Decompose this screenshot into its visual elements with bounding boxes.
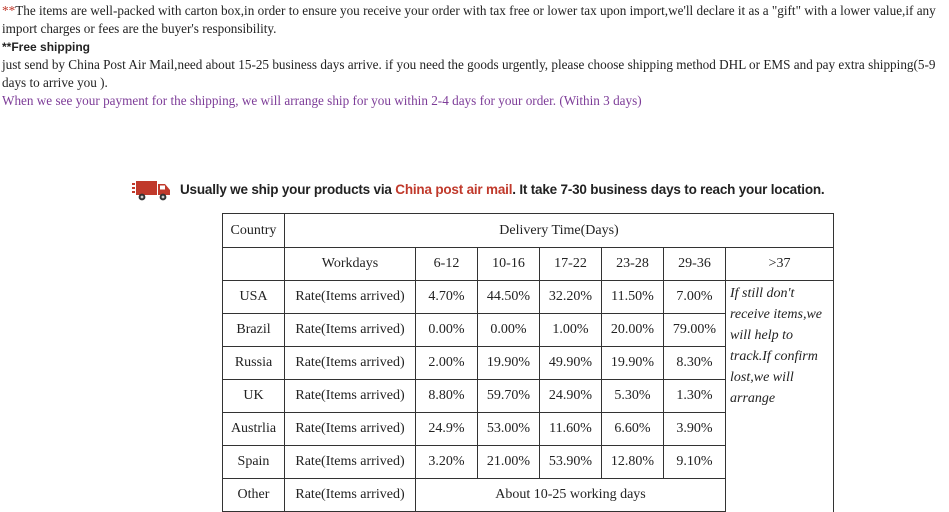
country-cell: Brazil — [223, 314, 285, 347]
rate-cell: 11.50% — [602, 281, 664, 314]
rate-cell: 19.90% — [478, 347, 540, 380]
rate-cell: 20.00% — [602, 314, 664, 347]
rate-cell: 32.20% — [540, 281, 602, 314]
country-cell: Russia — [223, 347, 285, 380]
range-cell: 17-22 — [540, 248, 602, 281]
rate-cell: 6.60% — [602, 413, 664, 446]
rate-cell: 24.90% — [540, 380, 602, 413]
truck-icon — [132, 175, 172, 203]
rate-cell: 79.00% — [664, 314, 726, 347]
workdays-label: Workdays — [285, 248, 416, 281]
rate-cell: 1.30% — [664, 380, 726, 413]
arrange-ship-note: When we see your payment for the shipping, we will arrange ship for you within 2-4 days for your order. (Within 3 days) — [2, 93, 642, 108]
rate-label: Rate(Items arrived) — [285, 314, 416, 347]
country-cell: Spain — [223, 446, 285, 479]
shipping-banner — [132, 174, 824, 204]
rate-cell: 2.00% — [416, 347, 478, 380]
rate-label: Rate(Items arrived) — [285, 380, 416, 413]
rate-cell: 53.00% — [478, 413, 540, 446]
workdays-row — [223, 248, 834, 281]
rate-cell: 3.90% — [664, 413, 726, 446]
rate-cell: 24.9% — [416, 413, 478, 446]
country-header: Country — [223, 214, 285, 248]
air-mail-note: just send by China Post Air Mail,need about 15-25 business days arrive. if you need the goods urgently, please choose shipping method DHL or EMS and pay extra shipping(5-9 days to arrive you ). — [2, 57, 936, 90]
rate-label: Rate(Items arrived) — [285, 281, 416, 314]
rate-cell: 1.00% — [540, 314, 602, 347]
other-delivery-cell: About 10-25 working days — [416, 479, 726, 512]
country-cell: USA — [223, 281, 285, 314]
rate-cell: 44.50% — [478, 281, 540, 314]
rate-cell: 8.80% — [416, 380, 478, 413]
rate-cell: 9.10% — [664, 446, 726, 479]
rate-cell: 19.90% — [602, 347, 664, 380]
rate-cell: 7.00% — [664, 281, 726, 314]
country-cell: Austrlia — [223, 413, 285, 446]
rate-label: Rate(Items arrived) — [285, 479, 416, 512]
shipping-banner-text: Usually we ship your products via China post air mail. It take 7-30 business days to reach your location. — [180, 181, 825, 197]
shipping-method-highlight: China post air mail — [395, 181, 513, 197]
rate-cell: 3.20% — [416, 446, 478, 479]
country-cell: Other — [223, 479, 285, 512]
rate-cell: 53.90% — [540, 446, 602, 479]
lost-item-note: If still don't receive items,we will help to track.If confirm lost,we will arrange — [726, 281, 834, 512]
table-header-row — [223, 214, 834, 248]
rate-cell: 12.80% — [602, 446, 664, 479]
delivery-time-table — [222, 213, 834, 512]
rate-cell: 49.90% — [540, 347, 602, 380]
rate-cell: 21.00% — [478, 446, 540, 479]
range-cell: >37 — [726, 248, 834, 281]
rate-cell: 4.70% — [416, 281, 478, 314]
table-row — [223, 281, 834, 314]
rate-cell: 0.00% — [478, 314, 540, 347]
range-cell: 23-28 — [602, 248, 664, 281]
rate-cell: 8.30% — [664, 347, 726, 380]
rate-label: Rate(Items arrived) — [285, 446, 416, 479]
rate-cell: 5.30% — [602, 380, 664, 413]
shipping-notes — [2, 2, 946, 110]
range-cell: 10-16 — [478, 248, 540, 281]
rate-cell: 0.00% — [416, 314, 478, 347]
country-cell: UK — [223, 380, 285, 413]
rate-cell: 59.70% — [478, 380, 540, 413]
range-cell: 29-36 — [664, 248, 726, 281]
rate-cell: 11.60% — [540, 413, 602, 446]
gift-declaration-note: **The items are well-packed with carton box,in order to ensure you receive your order with tax free or lower tax upon import,we'll declare it as a "gift" with a lower value,if any import charges or fees are the buyer's responsibility. — [2, 3, 936, 36]
range-cell: 6-12 — [416, 248, 478, 281]
rate-label: Rate(Items arrived) — [285, 347, 416, 380]
empty-cell — [223, 248, 285, 281]
rate-label: Rate(Items arrived) — [285, 413, 416, 446]
free-shipping-heading: **Free shipping — [2, 40, 91, 54]
delivery-time-header: Delivery Time(Days) — [285, 214, 834, 248]
